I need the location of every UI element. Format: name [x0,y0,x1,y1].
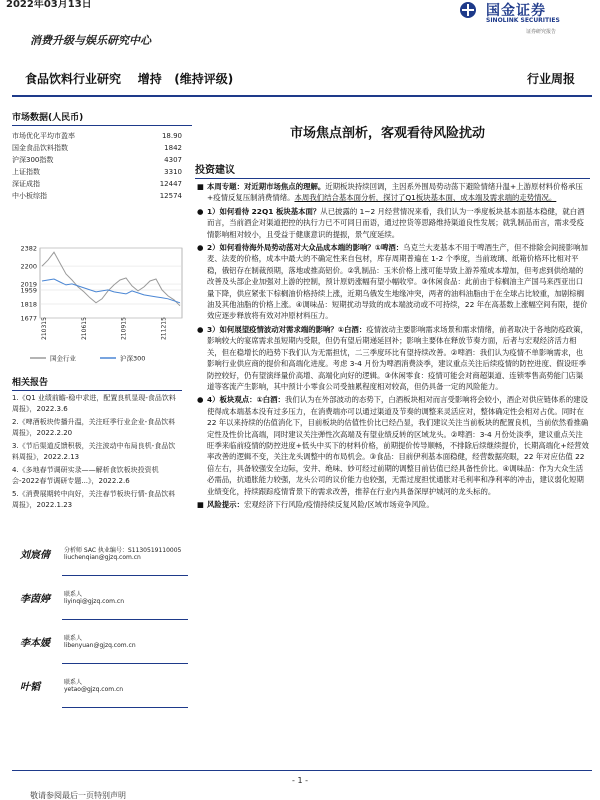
footer-note: 敬请参阅最后一页特别声明 [30,791,126,800]
x-tick-label: 211215 [160,317,168,340]
analyst-name: 李茵婷 [20,594,50,605]
bullet: ● [197,324,204,334]
sidebar [12,110,192,780]
analyst-divider [62,575,188,576]
market-row [12,190,182,202]
industry-name: 食品饮料行业研究 [25,72,122,86]
analyst-role: 联系人 [64,679,83,686]
analyst-divider [62,619,188,620]
y-tick-label: 1677 [20,314,37,323]
related-report-item[interactable]: 2.《啤酒板块传播升温，关注旺季行业企业-食品饮料周报》，2022.2.20 [12,418,176,437]
paragraph-text: 我们认为在外部波动的态势下，白酒板块相对而言受影响将会较小，酒企对供应链体系的建设使得成本端基本没有过多压力，在消费端亦可以通过渠道及节奏的调整来灵活应对，整体确定性会相对占优。同时在 22 年以来持续的估值消化下，目前板块的估值性价比已经凸显，我们建议关注当前板块的配置良机，当前依然看推确定性及性价比高端，同时建议关注弹性次高端及有望业绩反转的区域龙头。②啤酒：3-4 月份处淡季，建议重点关注旺季来临前疫情的防控进度+低头中买下的材料价格，前期提价传导顺畅，不排除后续继续提价，长期高端化+经营效率改善的逻辑不变，关注龙头调整中的布局机会。③食品：目前伊利基本面稳健，经营数据亮眼，22 年对应估值 22 倍左右，具备较强安全边际，安井、绝味、妙可经过前期的调整目前估值已经具备性价比。④调味品：作为大众生活必需品，抗通胀能力较强，龙头公司的议价能力也较强，无需过度担忧通胀对毛利率和净利率的冲击，建议弱化短期业绩变化，持续跟踪疫情背景下的需求改善，推荐在行业内具备深厚护城河的龙头标的。 [207,395,589,496]
related-reports-heading: 相关报告 [12,375,182,391]
index-chart-svg [12,242,187,370]
report-header [25,70,585,90]
footer-divider [12,770,592,771]
report-body [195,181,590,510]
logo-en: SINOLINK SECURITIES [486,17,560,24]
legend-label: 国金行业 [50,354,76,363]
market-row-value: 1842 [164,144,182,152]
x-tick-label: 210615 [80,317,88,340]
paragraph-lead: 风险提示： [207,499,244,509]
y-tick-label: 2200 [20,262,37,271]
market-row [12,142,182,154]
analyst-divider [62,663,188,664]
paragraph [195,242,590,322]
paragraph-text: 宏观经济下行风险/疫情持续反复风险/区域市场竞争风险。 [243,499,434,509]
market-row [12,178,182,190]
analyst-role: 联系人 [64,635,83,642]
paragraph [195,324,590,392]
paragraph-lead: 本周专题：对近期市场焦点的理解。 [207,182,326,191]
page-number: - 1 - [292,776,308,785]
bullet: ■ [197,182,204,191]
analyst-email[interactable]: yetao@gjzq.com.cn [64,686,124,693]
market-data-heading: 市场数据(人民币) [12,110,192,126]
y-tick-label: 2019 [20,280,37,289]
rating: 增持 [137,72,162,86]
analyst-name: 李本媛 [20,638,50,649]
market-row [12,166,182,178]
legend-label: 沪深300 [120,354,146,363]
industry-title [25,70,233,87]
analyst-email[interactable]: liyinqi@gjzq.com.cn [64,598,124,605]
report-type: 行业周报 [526,72,575,86]
market-row-label: 市场优化平均市盈率 [12,132,75,140]
market-row-value: 12447 [159,180,182,188]
company-logo [456,0,596,36]
related-report-item[interactable]: 4.《多地春节调研实录——解析食饮板块投资机会-2022春节调研专题...》，2022.2.6 [12,466,159,485]
market-row-label: 上证指数 [12,168,40,176]
report-title: 市场焦点剖析，客观看待风险扰动 [289,126,485,141]
paragraph-text: 疫情波动主要影响需求场景和需求情绪，前者取决于各地防疫政策，影响较大的宴席需求虽短期内受限，但仍有望后期递延回补；影响主要体在释放节奏方面，后者与宏观经济活力相关，但在稳增长的趋势下我们认为无需担忧，二三季度环比有望持续改善。②啤酒：我们认为疫情不单影响需求，也影响行业供应商的提价和高端化进度。考虑 3-4 月份为啤酒消费淡季，建议重点关注后续疫情的防控进度、假设旺季防控较好，仍有望演绎量价高增、高端化向好的逻辑。③休闲零食：疫情可能会对商超渠道、连锁零售高势能门店渠道等客流产生影响，其中预计小零食公司受抽累程度相对较高，但仍具备一定的风险能力。 [207,324,588,391]
analyst-list [12,542,192,718]
series-line [42,279,180,303]
analyst-email[interactable]: liuchenqian@gjzq.com.cn [64,554,141,561]
analyst-card [12,674,192,718]
market-row-label: 深证成指 [12,180,40,188]
paragraph-lead: 2）如何看待海外局势动荡对大众品成本端的影响？①啤酒： [207,243,404,253]
paragraph-lead: 1）如何看待 22Q1 板块基本面？ [207,206,321,216]
market-data-table [12,130,182,202]
paragraph-lead: 4）板块观点：①白酒： [207,395,285,405]
related-report-item[interactable]: 3.《节后渠道反馈积极，关注波动中布局良机-食品饮料周报》，2022.2.13 [12,442,176,461]
related-report-item[interactable]: 5.《消费展期转中向好，关注春节板块行情-食品饮料周报》，2022.1.23 [12,490,176,509]
related-reports-list [12,393,182,513]
market-row [12,130,182,142]
logo-cn: 国金证券 [486,3,546,19]
market-row-value: 18.90 [161,132,182,140]
paragraph [195,181,590,204]
investment-advice-heading: 投资建议 [195,161,590,179]
related-report-item[interactable]: 1.《Q1 业绩前瞻-稳中求进，配置良机显现-食品饮料周报》，2022.3.6 [12,394,176,413]
analyst-divider [62,707,188,708]
market-row-value: 12574 [159,192,182,200]
bullet: ● [197,395,204,405]
x-tick-label: 210315 [41,317,48,340]
analyst-email[interactable]: libenyuan@gjzq.com.cn [64,642,136,649]
market-row-label: 国金食品饮料指数 [12,144,68,152]
analyst-role: 分析师 SAC 执业编号：S1130519110005 [64,547,182,554]
index-chart [12,242,187,370]
paragraph [195,394,590,497]
paragraph-underline: 本周我们结合基本面分析，探讨了Q1板块基本面、成本端及需求端的走势情况。 [294,193,557,203]
paragraph [195,499,590,510]
analyst-name: 刘宸倩 [20,550,50,561]
y-tick-label: 2382 [20,244,37,253]
report-date: 2022年03月13日 [6,0,92,10]
bullet: ● [197,243,204,253]
market-row-value: 3310 [164,168,182,176]
analyst-card [12,586,192,630]
x-tick-label: 210915 [120,317,128,340]
analyst-card [12,542,192,586]
paragraph-text: 乌克兰大麦基本不用于啤酒生产，但不排除会间接影响加麦、法麦的价格，成本中最大的不确定性来自包材，库存周期普遍在 1-2 个季度，当前玻璃、纸箱价格环比相对平稳，俄铝存在制裁预期，落地或推高铝价。②乳制品：玉米价格上涨可能导致上游养殖成本增加，但考虑到供给端的改善及头部企业加强对上游的控制，预计原奶涨幅有望小幅收窄。③休闲食品：此前由于棕榈油主产国马来西亚出口量下降，供应紧张下棕榈油价格持续上涨，近期乌俄发生地缘冲突，两者的油料油脂由于在全球占比较重，加剧棕榈油及其他油脂的价格上涨。④调味品：短期扰动导致的成本端波动或不可持续，22 年在高基数上涨幅空间有限，提价效应逐步释放将有效对冲原材料压力。 [207,243,588,321]
research-center: 消费升级与娱乐研究中心 [30,34,151,47]
rating-note: (维持评级) [174,72,234,86]
analyst-role: 联系人 [64,591,83,598]
market-row-label: 中小板综指 [12,192,47,200]
market-row-value: 4307 [164,156,182,164]
analyst-name: 叶韬 [20,682,40,693]
paragraph-text: 从已披露的 1~2 月经营情况来看，我们认为一季度板块基本面基本稳健，就白酒而言，当前酒企对渠道把控的执行力已不可同日而语，通过控货等思路维持渠道良性发展；就乳制品而言，需求受疫情影响相对较小，且受益于健康意识的提振，景气度延续。 [207,206,585,239]
paragraph-lead: 3）如何展望疫情波动对需求端的影响？①白酒： [207,324,367,334]
market-row [12,154,182,166]
y-tick-label: 1818 [20,300,37,309]
header-divider [12,95,592,97]
logo-mark-icon [458,0,482,20]
report-label: 证券研究报告 [526,29,557,35]
market-row-label: 沪深300指数 [12,156,54,164]
paragraph-text: 近期板块持续回调，主因系外围局势动荡下避险情绪升温+上游原材料价格承压+疫情反复压制消费情绪。 [207,182,583,203]
main-content [195,110,590,510]
paragraph [195,206,590,240]
analyst-card [12,630,192,674]
bullet: ■ [197,499,204,509]
y-tick-label: 1959 [20,286,37,295]
bullet: ● [197,206,204,216]
